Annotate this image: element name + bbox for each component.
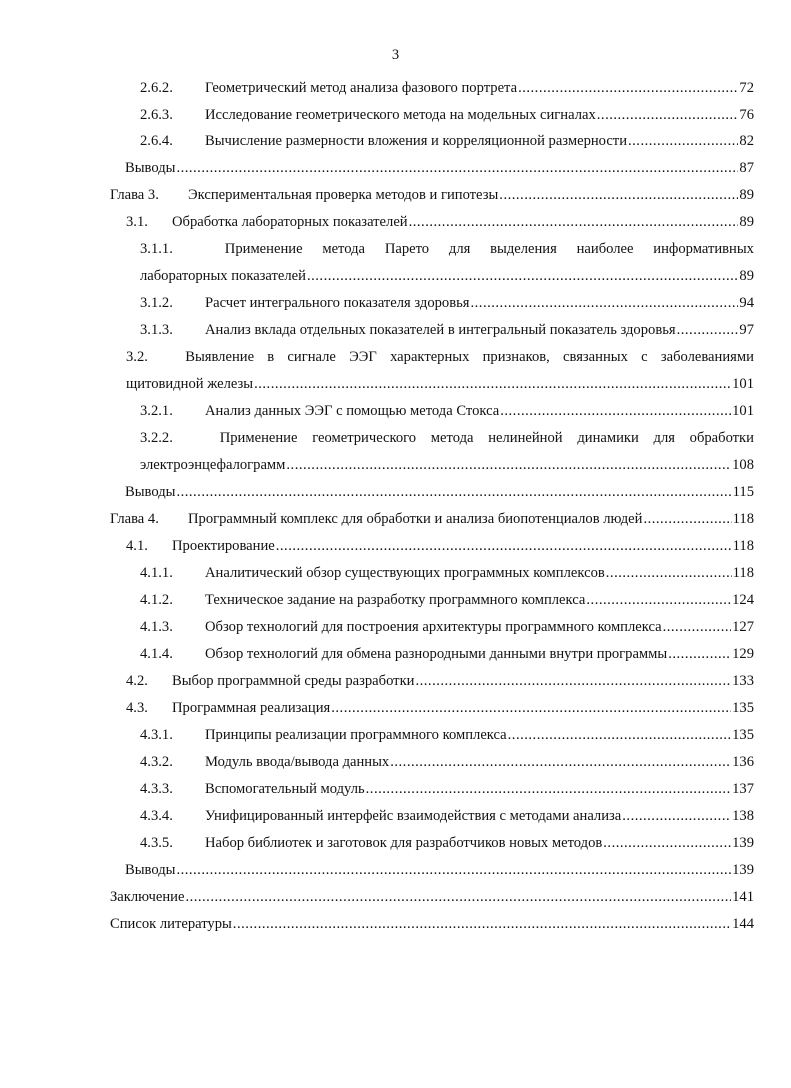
toc-entry-title: Принципы реализации программного комплекса bbox=[205, 727, 507, 743]
toc-entry-title: Экспериментальная проверка методов и гипотезы bbox=[188, 187, 499, 203]
toc-dot-leader bbox=[663, 617, 732, 637]
toc-entry-number: 4.3.1. bbox=[140, 727, 173, 743]
toc-entry-title: Обработка лабораторных показателей bbox=[172, 214, 408, 230]
toc-entry-title: Программная реализация bbox=[172, 700, 331, 716]
toc-dot-leader bbox=[254, 374, 731, 394]
toc-entry-number: 4.2. bbox=[126, 673, 148, 689]
toc-entry-page: 124 bbox=[732, 592, 754, 608]
toc-entry-title-word: Применение bbox=[224, 241, 303, 257]
toc-entry-page: 141 bbox=[732, 889, 754, 905]
page-number: 3 bbox=[391, 47, 400, 63]
toc-entry-title-word: выделения bbox=[490, 241, 557, 257]
toc-entry-page: 139 bbox=[732, 835, 754, 851]
toc-dot-leader bbox=[597, 105, 739, 125]
toc-dot-leader bbox=[276, 536, 732, 556]
toc-entry-title-word: динамики bbox=[577, 430, 639, 446]
toc-entry-references[interactable] bbox=[110, 914, 754, 934]
toc-entry-page: 89 bbox=[739, 214, 754, 230]
toc-dot-leader bbox=[185, 887, 731, 907]
toc-entry-title-word: для bbox=[653, 430, 675, 446]
toc-entry-3-1-1-line2[interactable] bbox=[140, 266, 754, 286]
toc-entry-title: Обзор технологий для обмена разнородными данными внутри программы bbox=[205, 646, 668, 662]
toc-dot-leader bbox=[307, 266, 738, 286]
toc-entry-page: 127 bbox=[732, 619, 754, 635]
toc-entry-number: 3.1.2. bbox=[140, 295, 173, 311]
toc-dot-leader bbox=[176, 158, 738, 178]
toc-entry-title: Заключение bbox=[110, 889, 185, 905]
toc-entry-title-word: с bbox=[641, 349, 648, 365]
toc-entry-title-word: признаков, bbox=[482, 349, 550, 365]
toc-dot-leader bbox=[176, 482, 731, 502]
toc-entry-number: Глава 3. bbox=[110, 187, 159, 203]
toc-entry-page: 89 bbox=[739, 268, 754, 284]
toc-dot-leader bbox=[603, 833, 731, 853]
toc-dot-leader bbox=[628, 131, 738, 151]
toc-entry-2-6-2[interactable] bbox=[140, 78, 754, 98]
toc-entry-title-word: геометрического bbox=[312, 430, 417, 446]
toc-entry-title: Модуль ввода/вывода данных bbox=[205, 754, 390, 770]
toc-entry-number: 2.6.4. bbox=[140, 133, 173, 149]
toc-entry-2-6-4[interactable] bbox=[140, 131, 754, 151]
toc-entry-title-word: нелинейной bbox=[488, 430, 563, 446]
toc-entry-title: лабораторных показателей bbox=[140, 268, 306, 284]
toc-entry-number: 4.3.5. bbox=[140, 835, 173, 851]
toc-entry-3-2-2-line1[interactable] bbox=[140, 428, 754, 448]
toc-entry-4-1-1[interactable] bbox=[140, 563, 754, 583]
toc-dot-leader bbox=[500, 401, 731, 421]
toc-dot-leader bbox=[499, 185, 738, 205]
toc-entry-4-1-2[interactable] bbox=[140, 590, 754, 610]
toc-entry-conclusions-ch3[interactable] bbox=[125, 482, 754, 502]
toc-entry-number: 3.1.3. bbox=[140, 322, 173, 338]
toc-dot-leader bbox=[176, 860, 731, 880]
toc-entry-title: Анализ вклада отдельных показателей в интегральный показатель здоровья bbox=[205, 322, 676, 338]
toc-entry-page: 118 bbox=[732, 511, 754, 527]
toc-entry-title: Техническое задание на разработку программного комплекса bbox=[205, 592, 586, 608]
toc-entry-number: 4.1.1. bbox=[140, 565, 173, 581]
toc-entry-3-1-2[interactable] bbox=[140, 293, 754, 313]
toc-entry-title: Исследование геометрического метода на модельных сигналах bbox=[205, 107, 596, 123]
toc-entry-title: Вспомогательный модуль bbox=[205, 781, 365, 797]
toc-entry-page: 118 bbox=[732, 538, 754, 554]
toc-entry-page: 138 bbox=[732, 808, 754, 824]
toc-entry-number: 4.1.3. bbox=[140, 619, 173, 635]
toc-entry-conclusions-ch2[interactable] bbox=[125, 158, 754, 178]
toc-entry-number: 4.1.4. bbox=[140, 646, 173, 662]
toc-dot-leader bbox=[286, 455, 731, 475]
toc-entry-title: Расчет интегрального показателя здоровья bbox=[205, 295, 470, 311]
toc-dot-leader bbox=[233, 914, 731, 934]
toc-entry-page: 97 bbox=[739, 322, 754, 338]
toc-entry-4-3-2[interactable] bbox=[140, 752, 754, 772]
toc-entry-page: 139 bbox=[732, 862, 754, 878]
toc-entry-number: 3.2.1. bbox=[140, 403, 173, 419]
toc-entry-number: 4.1. bbox=[126, 538, 148, 554]
toc-entry-conclusion[interactable] bbox=[110, 887, 754, 907]
toc-dot-leader bbox=[409, 212, 739, 232]
toc-entry-number: 2.6.3. bbox=[140, 107, 173, 123]
toc-entry-title: Вычисление размерности вложения и корреляционной размерности bbox=[205, 133, 627, 149]
toc-entry-title: Аналитический обзор существующих программных комплексов bbox=[205, 565, 605, 581]
toc-entry-title: Выбор программной среды разработки bbox=[172, 673, 415, 689]
toc-entry-number: 4.3.4. bbox=[140, 808, 173, 824]
toc-entry-page: 137 bbox=[732, 781, 754, 797]
toc-entry-title-word: для bbox=[448, 241, 471, 257]
toc-entry-page: 94 bbox=[739, 295, 754, 311]
toc-entry-number: 4.3.3. bbox=[140, 781, 173, 797]
toc-entry-title: Обзор технологий для построения архитектуры программного комплекса bbox=[205, 619, 662, 635]
toc-entry-page: 89 bbox=[739, 187, 754, 203]
toc-dot-leader bbox=[390, 752, 731, 772]
toc-entry-chapter-3[interactable] bbox=[110, 185, 754, 205]
toc-entry-title: Список литературы bbox=[110, 916, 232, 932]
toc-dot-leader bbox=[606, 563, 732, 583]
toc-entry-title: Выводы bbox=[125, 484, 176, 500]
toc-entry-number: Глава 4. bbox=[110, 511, 159, 527]
toc-entry-chapter-4[interactable] bbox=[110, 509, 754, 529]
toc-entry-page: 101 bbox=[732, 376, 754, 392]
toc-dot-leader bbox=[518, 78, 738, 98]
toc-entry-3-2-2-line2[interactable] bbox=[140, 455, 754, 475]
toc-dot-leader bbox=[622, 806, 731, 826]
toc-entry-number: 3.1.1. bbox=[140, 241, 173, 257]
toc-entry-3-1-1-line1[interactable] bbox=[140, 239, 754, 259]
toc-dot-leader bbox=[471, 293, 739, 313]
toc-entry-3-2-1[interactable] bbox=[140, 401, 754, 421]
toc-entry-4-2[interactable] bbox=[126, 671, 754, 691]
toc-dot-leader bbox=[668, 644, 731, 664]
toc-entry-title: Программный комплекс для обработки и анализа биопотенциалов людей bbox=[188, 511, 643, 527]
toc-entry-4-3-1[interactable] bbox=[140, 725, 754, 745]
toc-entry-title: Унифицированный интерфейс взаимодействия с методами анализа bbox=[205, 808, 622, 824]
toc-entry-3-1-3[interactable] bbox=[140, 320, 754, 340]
toc-entry-page: 135 bbox=[732, 727, 754, 743]
toc-entry-3-2-line2[interactable] bbox=[126, 374, 754, 394]
toc-entry-title: Выводы bbox=[125, 862, 176, 878]
toc-entry-number: 2.6.2. bbox=[140, 80, 173, 96]
toc-entry-page: 72 bbox=[739, 80, 754, 96]
toc-entry-title-word: наиболее bbox=[576, 241, 634, 257]
toc-entry-4-3[interactable] bbox=[126, 698, 754, 718]
toc-dot-leader bbox=[586, 590, 731, 610]
toc-dot-leader bbox=[643, 509, 731, 529]
toc-entry-title: щитовидной железы bbox=[126, 376, 254, 392]
toc-entry-page: 118 bbox=[732, 565, 754, 581]
toc-entry-4-1-4[interactable] bbox=[140, 644, 754, 664]
toc-entry-title-word: Выявление bbox=[185, 349, 255, 365]
toc-entry-number: 3.2.2. bbox=[140, 430, 173, 446]
toc-entry-4-1[interactable] bbox=[126, 536, 754, 556]
toc-entry-number: 4.3. bbox=[126, 700, 148, 716]
toc-entry-page: 135 bbox=[732, 700, 754, 716]
toc-entry-title: Анализ данных ЭЭГ с помощью метода Стокса bbox=[205, 403, 500, 419]
toc-entry-title-word: ЭЭГ bbox=[349, 349, 377, 365]
toc-entry-title: Выводы bbox=[125, 160, 176, 176]
toc-entry-number: 4.3.2. bbox=[140, 754, 173, 770]
toc-entry-4-1-3[interactable] bbox=[140, 617, 754, 637]
toc-entry-title-word: сигнале bbox=[287, 349, 336, 365]
toc-entry-number: 3.2. bbox=[126, 349, 148, 365]
toc-entry-title-word: Применение bbox=[219, 430, 298, 446]
toc-entry-4-3-5[interactable] bbox=[140, 833, 754, 853]
toc-entry-page: 115 bbox=[732, 484, 754, 500]
toc-entry-number: 3.1. bbox=[126, 214, 148, 230]
toc-entry-page: 144 bbox=[732, 916, 754, 932]
toc-dot-leader bbox=[331, 698, 731, 718]
toc-entry-page: 108 bbox=[732, 457, 754, 473]
toc-entry-page: 87 bbox=[739, 160, 754, 176]
toc-entry-title-word: заболеваниями bbox=[660, 349, 754, 365]
toc-entry-2-6-3[interactable] bbox=[140, 105, 754, 125]
toc-entry-title: Набор библиотек и заготовок для разработчиков новых методов bbox=[205, 835, 603, 851]
toc-entry-title-word: метода bbox=[430, 430, 474, 446]
toc-dot-leader bbox=[677, 320, 739, 340]
toc-entry-title-word: обработки bbox=[689, 430, 754, 446]
toc-entry-page: 82 bbox=[739, 133, 754, 149]
toc-entry-page: 76 bbox=[739, 107, 754, 123]
toc-entry-title: Проектирование bbox=[172, 538, 275, 554]
toc-dot-leader bbox=[415, 671, 731, 691]
toc-entry-page: 129 bbox=[732, 646, 754, 662]
toc-entry-page: 101 bbox=[732, 403, 754, 419]
toc-entry-title-word: в bbox=[267, 349, 275, 365]
toc-entry-3-1[interactable] bbox=[126, 212, 754, 232]
toc-entry-conclusions-ch4[interactable] bbox=[125, 860, 754, 880]
toc-dot-leader bbox=[366, 779, 731, 799]
toc-entry-title: электроэнцефалограмм bbox=[140, 457, 286, 473]
toc-entry-title: Геометрический метод анализа фазового портрета bbox=[205, 80, 518, 96]
toc-entry-page: 136 bbox=[732, 754, 754, 770]
toc-entry-3-2-line1[interactable] bbox=[126, 347, 754, 367]
toc-entry-title-word: метода bbox=[322, 241, 366, 257]
toc-dot-leader bbox=[508, 725, 731, 745]
toc-entry-4-3-4[interactable] bbox=[140, 806, 754, 826]
toc-entry-title-word: Парето bbox=[384, 241, 430, 257]
toc-entry-number: 4.1.2. bbox=[140, 592, 173, 608]
toc-entry-page: 133 bbox=[732, 673, 754, 689]
toc-entry-4-3-3[interactable] bbox=[140, 779, 754, 799]
toc-entry-title-word: информативных bbox=[653, 241, 754, 257]
toc-entry-title-word: связанных bbox=[563, 349, 628, 365]
toc-entry-title-word: характерных bbox=[390, 349, 470, 365]
